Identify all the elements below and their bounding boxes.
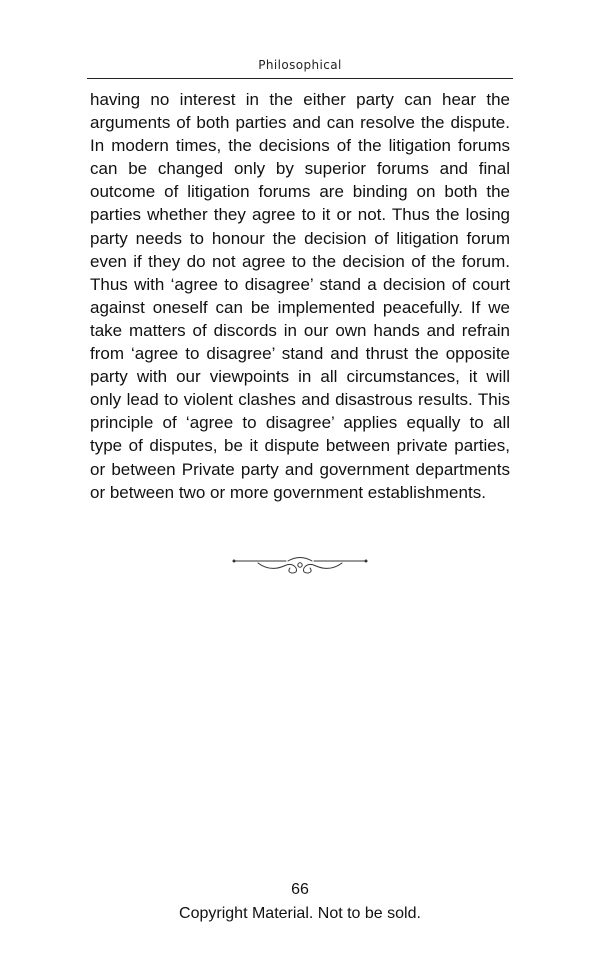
flourish-divider-icon: [230, 552, 370, 578]
page-number: 66: [291, 881, 309, 898]
body-paragraph: having no interest in the either party can hear the arguments of both parties and can resolve the dispute. In modern times, the decisions of the litigation forums can be changed only by superior forums and final outcome of litigation forums are binding on both the parties whether they agree to it or not. Thus the losing party needs to honour the decision of litigation forum even if they do not agree to the decision of the forum. Thus with ‘agree to disagree’ stand a decision of court against oneself can be implemented peacefully. If we take matters of discords in our own hands and refrain from ‘agree to disagree’ stand and thrust the opposite party with our viewpoints in all circumstances, it will only lead to violent clashes and disastrous results. This principle of ‘agree to disagree’ applies equally to all type of disputes, be it dispute between private parties, or between Private party and government departments or between two or more government establishments.: [90, 90, 510, 502]
header-rule: [87, 78, 513, 79]
copyright-notice: Copyright Material. Not to be sold.: [179, 905, 421, 922]
running-header: Philosophical: [258, 58, 342, 72]
